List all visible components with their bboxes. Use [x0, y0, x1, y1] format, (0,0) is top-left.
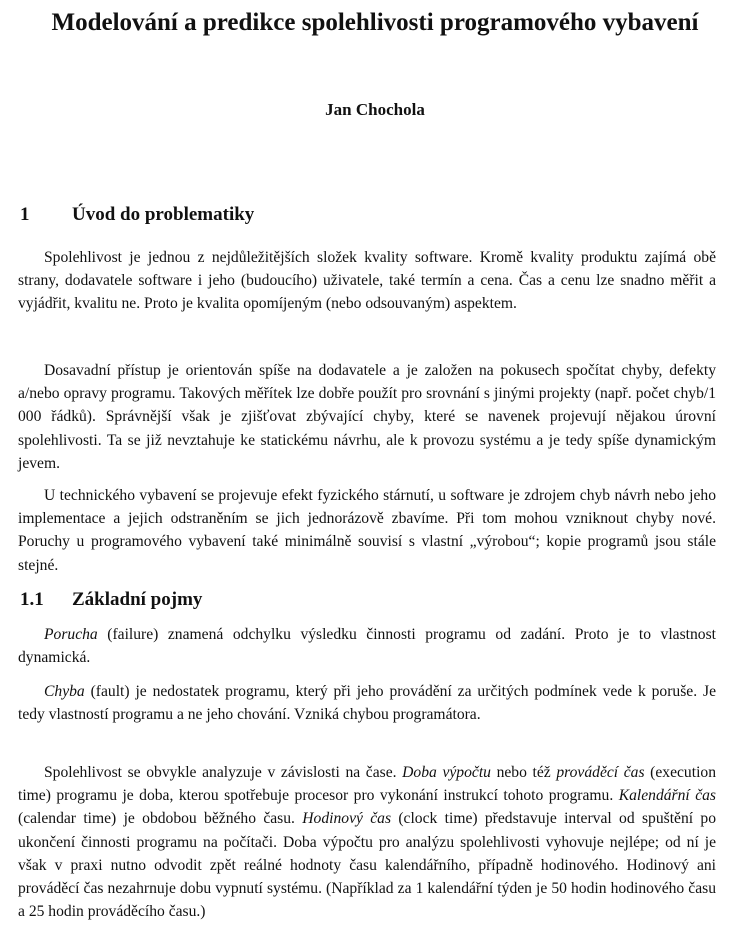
paragraph-text: (fault) je nedostatek programu, který při jeho provádění za určitých podmínek vede k poruše. Je tedy vlastností programu a ne jeho chování. Vzniká chybou programátora.: [18, 683, 716, 724]
paragraph: [18, 359, 716, 475]
term-kalendarni-cas: Kalendářní čas: [618, 787, 716, 805]
section-title: Úvod do problematiky: [72, 204, 255, 225]
author-name: Jan Chochola: [325, 100, 425, 119]
term-doba-vypoctu: Doba výpočtu: [402, 764, 491, 781]
paragraph-text: U technického vybavení se projevuje efekt fyzického stárnutí, u software je zdrojem chyb návrh nebo jeho implementace a jejich odstraněním se jich jednorázově zbavíme. Při tom mohou vzniknout chyby nové. Poruchy u programového vybavení také minimálně souvisí s vlastní „výrobou“; kopie programů jsou stále stejné.: [18, 487, 716, 574]
section-heading: [20, 204, 254, 226]
subsection-number: 1.1: [20, 589, 44, 610]
subsection-title: Základní pojmy: [72, 589, 203, 610]
paragraph: [18, 623, 716, 669]
paragraph-text: nebo též: [490, 764, 557, 781]
subsection-heading: [20, 589, 202, 611]
paragraph-text: Spolehlivost je jednou z nejdůležitějších složek kvality software. Kromě kvality produktu zajímá obě strany, dodavatele software i jeho (budoucího) uživatele, také termín a cena. Čas a cenu lze snadno měřit a vyjádřit, kvalitu ne. Proto je kvalita opomíjeným (nebo odsouvaným) aspektem.: [18, 249, 716, 313]
term-hodinovy-cas: Hodinový čas: [302, 810, 392, 828]
paragraph-text: Spolehlivost se obvykle analyzuje v závislosti na čase.: [44, 764, 403, 781]
term-chyba: Chyba: [44, 683, 85, 700]
term-provadeci-cas: prováděcí čas: [556, 764, 645, 781]
paragraph: [18, 761, 716, 923]
paragraph: [18, 246, 716, 316]
section-number: 1: [20, 204, 30, 225]
paragraph: [18, 484, 716, 577]
paragraph-text: Dosavadní přístup je orientován spíše na dodavatele a je založen na pokusech spočítat chyby, defekty a/nebo opravy programu. Takových měřítek lze dobře použít pro srovnání s jinými projekty (např. počet chyb/1 000 řádků). Správnější však je zjišťovat zbývající chyby, které se navenek projevují nějakou úrovní spolehlivosti. Ta se již nevztahuje ke statickému návrhu, ale k provozu systému a je tedy spíše dynamickým jevem.: [18, 362, 716, 472]
paper-title: Modelování a predikce spolehlivosti programového vybavení: [51, 9, 699, 36]
paragraph-text: (execution time) programu je doba, kterou spotřebuje procesor pro vykonání instrukcí tohoto programu.: [18, 764, 716, 805]
term-porucha: Porucha: [44, 626, 98, 643]
paragraph: [18, 680, 716, 726]
paragraph-text: (clock time) představuje interval od spuštění po ukončení činnosti programu na počítači. Doba výpočtu pro analýzu spolehlivosti vyhovuje nejlépe; od ní je však v praxi nutno odvodit zpět reálné hodnoty času kalendářního, případně hodinového. Hodinový ani prováděcí čas nezahrnuje dobu vypnutí systému. (Například za 1 kalendářní týden je 50 hodin hodinového času a 25 hodin prováděcího času.): [18, 810, 717, 921]
paragraph-text: (calendar time) je obdobou běžného času.: [18, 810, 303, 828]
paragraph-text: (failure) znamená odchylku výsledku činnosti programu od zadání. Proto je to vlastnost dynamická.: [18, 626, 716, 667]
